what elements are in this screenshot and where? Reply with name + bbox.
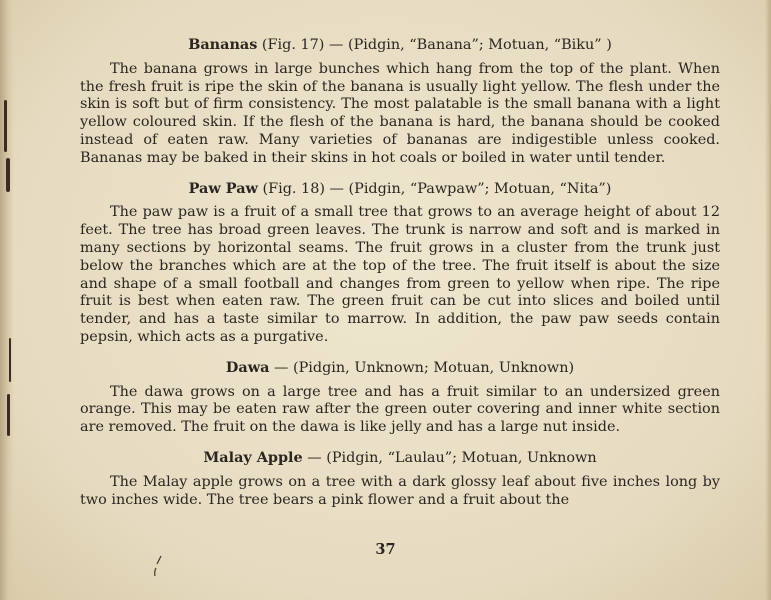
section-body: The dawa grows on a large tree and has a fruit similar to an undersized green orange. This may be eaten raw after the green outer covering and inner white section are removed. The fruit on the dawa is like jelly and has a large nut inside. xyxy=(80,383,720,436)
page-content xyxy=(80,36,720,521)
page-binding-edge xyxy=(0,0,14,600)
section-malay-apple xyxy=(80,449,720,509)
section-body: The Malay apple grows on a tree with a dark glossy leaf about five inches long by two inches wide. The tree bears a pink flower and a fruit about the xyxy=(80,473,720,508)
section-paw-paw xyxy=(80,180,720,347)
pencil-mark-icon xyxy=(150,554,164,582)
section-heading-details: (Fig. 18) — (Pidgin, “Pawpaw”; Motuan, “Nita”) xyxy=(257,180,612,197)
section-name: Dawa xyxy=(225,358,270,376)
section-heading xyxy=(80,449,720,468)
section-bananas xyxy=(80,36,720,168)
section-name: Malay Apple xyxy=(203,448,303,466)
section-name: Bananas xyxy=(188,36,258,53)
binding-mark xyxy=(4,100,7,152)
section-heading xyxy=(80,180,720,199)
section-dawa xyxy=(80,359,720,437)
section-heading-details: — (Pidgin, “Laulau”; Motuan, Unknown xyxy=(302,449,597,466)
section-heading-details: — (Pidgin, Unknown; Motuan, Unknown) xyxy=(269,359,575,376)
section-body: The banana grows in large bunches which hang from the top of the plant. When the fresh fruit is ripe the skin of the banana is usually light yellow. The flesh under the skin is soft but of firm consistency. The most palatable is the small banana with a light yellow coloured skin. If the flesh of the banana is hard, the banana should be cooked instead of eaten raw. Many varieties of bananas are indigestible unless cooked. Bananas may be baked in their skins in hot coals or boiled in water until tender. xyxy=(80,60,720,166)
section-heading xyxy=(80,36,720,55)
binding-mark xyxy=(9,338,11,382)
section-heading-details: (Fig. 17) — (Pidgin, “Banana”; Motuan, “Biku” ) xyxy=(257,37,612,53)
binding-mark xyxy=(6,158,10,192)
binding-mark xyxy=(7,394,10,436)
section-heading xyxy=(80,359,720,378)
page-number: 37 xyxy=(375,541,396,558)
page-right-edge xyxy=(765,0,771,600)
section-name: Paw Paw xyxy=(188,179,258,197)
section-body: The paw paw is a fruit of a small tree that grows to an average height of about 12 feet. The tree has broad green leaves. The trunk is narrow and soft and is marked in many sections by horizontal seams. The fruit grows in a cluster from the trunk just below the branches which are at the top of the tree. The fruit itself is about the size and shape of a small football and changes from green to yellow when ripe. The ripe fruit is best when eaten raw. The green fruit can be cut into slices and boiled until tender, and has a taste similar to marrow. In addition, the paw paw seeds contain pepsin, which acts as a purgative. xyxy=(80,204,720,345)
